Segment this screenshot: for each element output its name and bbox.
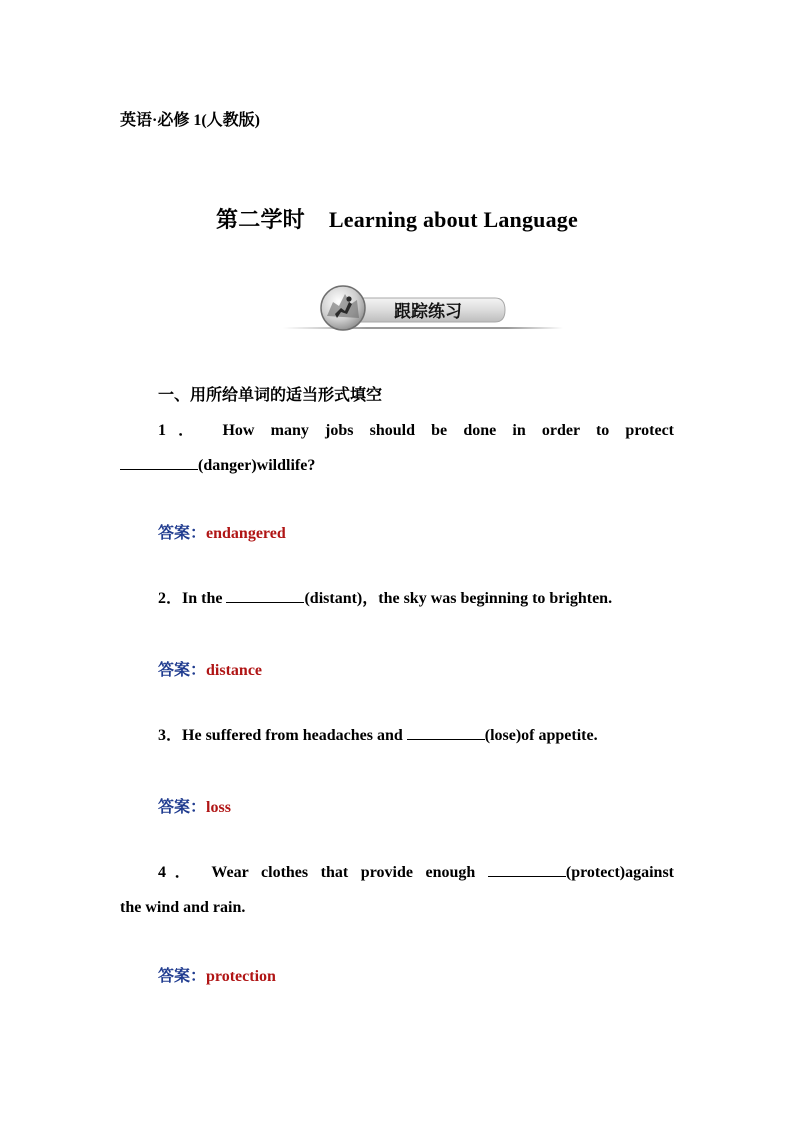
question-4-line1: 4． Wear clothes that provide enough (protect)against xyxy=(158,864,674,881)
climber-icon xyxy=(321,286,365,330)
answer-label: 答案： xyxy=(158,662,207,679)
answer-blank xyxy=(407,725,485,740)
lesson-title-cn: 第二学时 xyxy=(216,207,305,232)
question-3 xyxy=(120,718,674,753)
banner-underline xyxy=(283,327,563,329)
answer-label: 答案： xyxy=(158,525,207,542)
answer-value: endangered xyxy=(206,525,286,542)
answer-label: 答案： xyxy=(158,799,207,816)
answer-blank xyxy=(120,455,198,470)
question-3-line1: 3．He suffered from headaches and (lose)of appetite. xyxy=(158,727,598,744)
answer-value: distance xyxy=(206,662,263,679)
answer-value: loss xyxy=(206,799,231,816)
answer-3 xyxy=(158,794,231,817)
question-1-line2: (danger)wildlife? xyxy=(120,457,315,474)
page-header: 英语·必修 1(人教版) xyxy=(120,112,260,129)
practice-banner xyxy=(283,284,563,334)
answer-1 xyxy=(158,520,286,543)
lesson-title xyxy=(0,203,794,234)
answer-blank xyxy=(488,862,566,877)
banner-text: 跟踪练习 xyxy=(394,302,462,322)
question-4-line2: the wind and rain. xyxy=(120,899,246,916)
question-1 xyxy=(120,413,674,483)
question-4 xyxy=(120,855,674,925)
lesson-title-en: Learning about Language xyxy=(328,207,578,232)
question-2-line1: 2．In the (distant)，the sky was beginning to brighten. xyxy=(158,590,613,607)
question-2 xyxy=(120,581,674,616)
answer-value: protection xyxy=(206,968,276,985)
question-1-line1: 1． How many jobs should be done in order to protect xyxy=(158,422,674,439)
answer-blank xyxy=(226,588,304,603)
answer-2 xyxy=(158,657,262,680)
answer-4 xyxy=(158,963,276,986)
section-heading: 一、用所给单词的适当形式填空 xyxy=(158,387,383,404)
answer-label: 答案： xyxy=(158,968,207,985)
